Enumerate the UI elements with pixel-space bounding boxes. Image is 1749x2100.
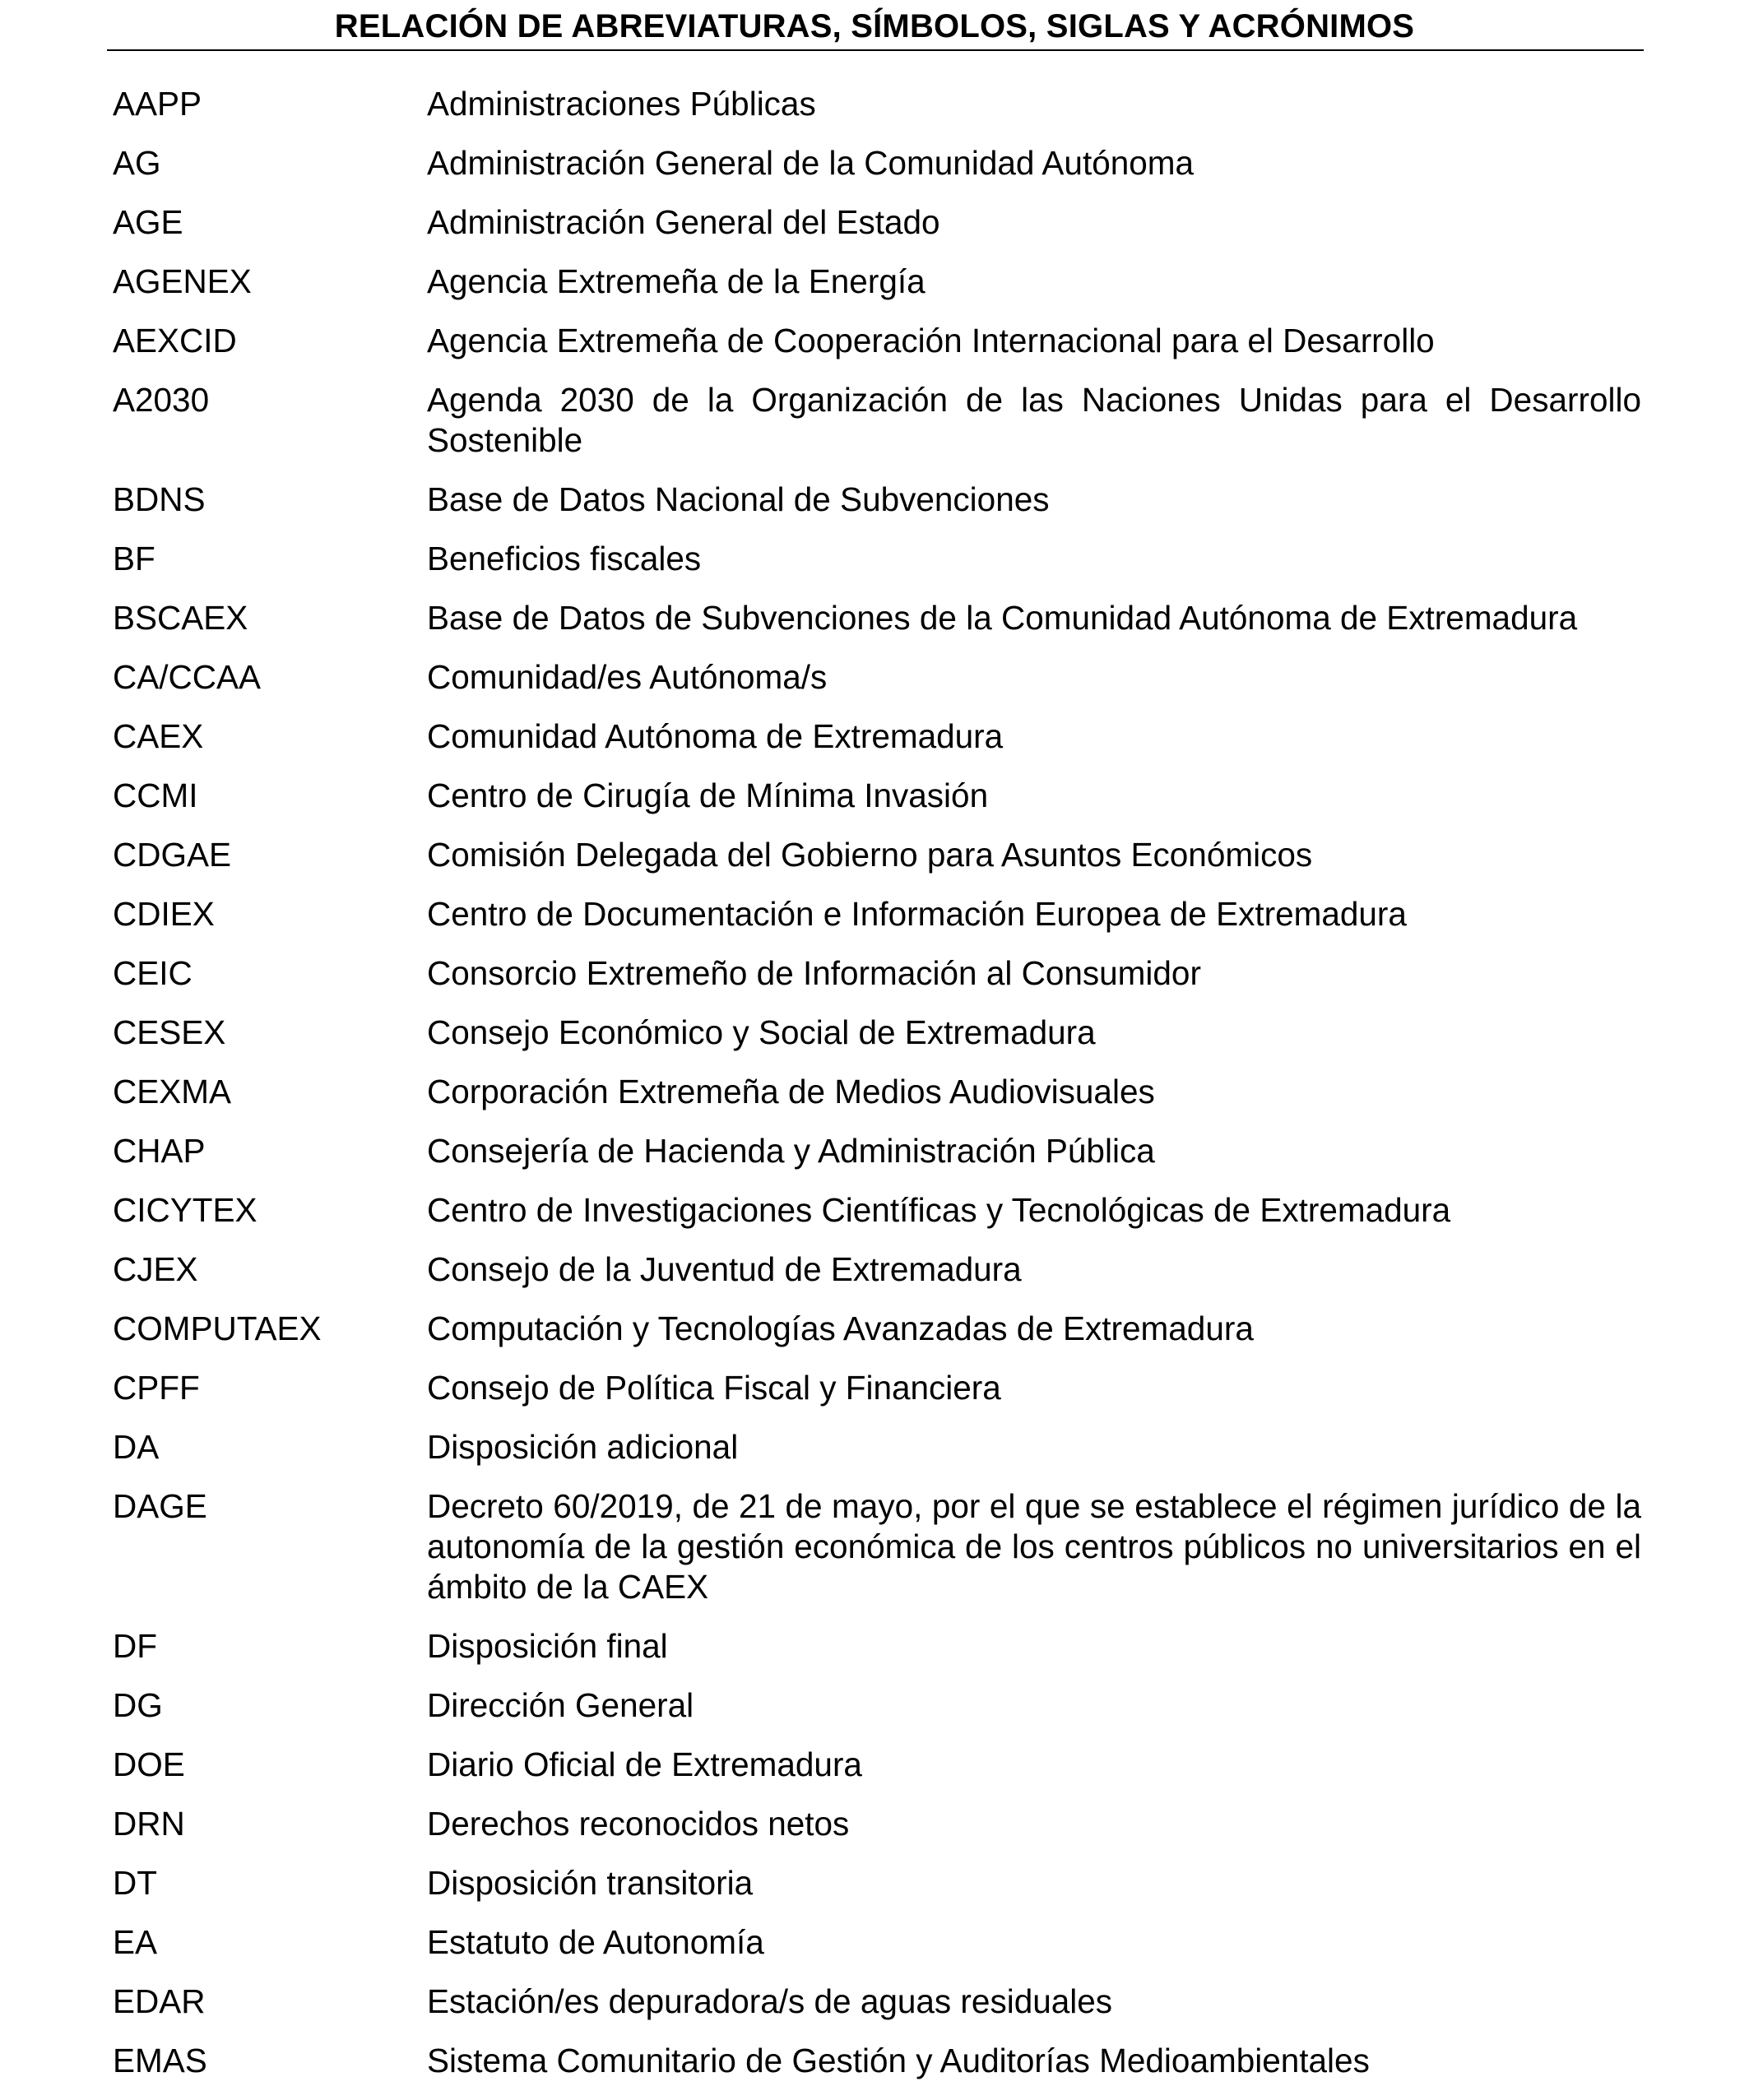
abbreviation: DAGE (113, 1487, 207, 1525)
list-item (113, 1190, 1641, 1231)
abbreviation: A2030 (113, 381, 210, 419)
definition: Disposición transitoria (427, 1864, 754, 1902)
list-item (113, 1745, 1641, 1785)
definition: Sistema Comunitario de Gestión y Auditorías Medioambientales (427, 2042, 1370, 2079)
list-item (113, 835, 1641, 875)
abbreviation: CEIC (113, 954, 193, 992)
abbreviation: AGENEX (113, 262, 252, 300)
abbreviation: EA (113, 1923, 158, 1961)
list-item (113, 894, 1641, 934)
definition: Estación/es depuradora/s de aguas residuales (427, 1982, 1113, 2020)
definition: Administración General de la Comunidad Autónoma (427, 144, 1195, 182)
definition: Corporación Extremeña de Medios Audiovisuales (427, 1073, 1155, 1110)
list-item (113, 539, 1641, 579)
abbreviation: DOE (113, 1745, 185, 1783)
abbreviation: EMAS (113, 2042, 207, 2079)
abbreviation: CEXMA (113, 1073, 232, 1110)
abbreviation: DG (113, 1686, 163, 1724)
abbreviation: CHAP (113, 1132, 206, 1170)
definition: Computación y Tecnologías Avanzadas de Extremadura (427, 1310, 1254, 1347)
definition: Agenda 2030 de la Organización de las Naciones Unidas para el Desarrollo Sostenible (427, 381, 1641, 459)
list-item (113, 657, 1641, 698)
definition: Consejería de Hacienda y Administración Pública (427, 1132, 1155, 1170)
list-item (113, 1922, 1641, 1963)
definition: Centro de Investigaciones Científicas y Tecnológicas de Extremadura (427, 1191, 1451, 1229)
definition: Estatuto de Autonomía (427, 1923, 764, 1961)
list-item (113, 1685, 1641, 1726)
definition: Consejo Económico y Social de Extremadura (427, 1013, 1096, 1051)
definition: Agencia Extremeña de Cooperación Internacional para el Desarrollo (427, 322, 1435, 359)
abbreviation: CESEX (113, 1013, 226, 1051)
abbreviation: CPFF (113, 1369, 200, 1407)
definition: Administración General del Estado (427, 203, 940, 241)
list-item (113, 1486, 1641, 1607)
title-underline (107, 49, 1644, 51)
definition: Administraciones Públicas (427, 85, 816, 123)
list-item (113, 1804, 1641, 1844)
definition: Diario Oficial de Extremadura (427, 1745, 862, 1783)
abbreviation: BF (113, 540, 155, 577)
definition: Disposición adicional (427, 1428, 739, 1466)
abbreviation: BSCAEX (113, 599, 248, 637)
list-item (113, 1863, 1641, 1903)
list-item (113, 1982, 1641, 2022)
definition: Agencia Extremeña de la Energía (427, 262, 926, 300)
list-item (113, 716, 1641, 757)
list-item (113, 84, 1641, 124)
definition: Decreto 60/2019, de 21 de mayo, por el que se establece el régimen jurídico de la autonomía de la gestión económica de los centros públicos no universitarios en el ámbito de la CAEX (427, 1487, 1641, 1606)
definition: Comunidad/es Autónoma/s (427, 658, 828, 696)
definition: Comunidad Autónoma de Extremadura (427, 717, 1004, 755)
list-item (113, 1072, 1641, 1112)
list-item (113, 1013, 1641, 1053)
list-item (113, 1368, 1641, 1408)
abbreviation: DT (113, 1864, 157, 1902)
definition: Consejo de la Juventud de Extremadura (427, 1250, 1022, 1288)
list-item (113, 1626, 1641, 1667)
definition: Dirección General (427, 1686, 694, 1724)
abbreviation: CAEX (113, 717, 204, 755)
definition: Base de Datos de Subvenciones de la Comunidad Autónoma de Extremadura (427, 599, 1578, 637)
list-item (113, 2041, 1641, 2081)
definition: Beneficios fiscales (427, 540, 702, 577)
definition: Disposición final (427, 1627, 668, 1665)
page-title: RELACIÓN DE ABREVIATURAS, SÍMBOLOS, SIGLAS Y ACRÓNIMOS (334, 8, 1415, 44)
list-item (113, 143, 1641, 183)
definition: Consorcio Extremeño de Información al Consumidor (427, 954, 1201, 992)
abbreviation: BDNS (113, 480, 206, 518)
abbreviation: CCMI (113, 776, 198, 814)
abbreviation: CDIEX (113, 895, 215, 933)
list-item (113, 380, 1641, 461)
abbreviation: AEXCID (113, 322, 237, 359)
abbreviation: CDGAE (113, 836, 232, 874)
abbreviation: CA/CCAA (113, 658, 262, 696)
abbreviation: DF (113, 1627, 157, 1665)
abbreviation-list (113, 84, 1641, 2100)
list-item (113, 953, 1641, 994)
list-item (113, 480, 1641, 520)
definition: Centro de Cirugía de Mínima Invasión (427, 776, 989, 814)
list-item (113, 1427, 1641, 1467)
list-item (113, 776, 1641, 816)
definition: Derechos reconocidos netos (427, 1805, 850, 1843)
list-item (113, 262, 1641, 302)
definition: Comisión Delegada del Gobierno para Asuntos Económicos (427, 836, 1313, 874)
list-item (113, 1249, 1641, 1290)
abbreviation: DRN (113, 1805, 185, 1843)
abbreviation: AGE (113, 203, 183, 241)
abbreviation: CJEX (113, 1250, 198, 1288)
abbreviation: AAPP (113, 85, 202, 123)
list-item (113, 321, 1641, 361)
list-item (113, 202, 1641, 243)
definition: Consejo de Política Fiscal y Financiera (427, 1369, 1001, 1407)
list-item (113, 598, 1641, 638)
definition: Base de Datos Nacional de Subvenciones (427, 480, 1050, 518)
abbreviation: COMPUTAEX (113, 1310, 322, 1347)
list-item (113, 1131, 1641, 1171)
list-item (113, 1309, 1641, 1349)
abbreviation: DA (113, 1428, 160, 1466)
abbreviation: AG (113, 144, 161, 182)
definition: Centro de Documentación e Información Europea de Extremadura (427, 895, 1407, 933)
abbreviation: EDAR (113, 1982, 206, 2020)
abbreviation: CICYTEX (113, 1191, 257, 1229)
